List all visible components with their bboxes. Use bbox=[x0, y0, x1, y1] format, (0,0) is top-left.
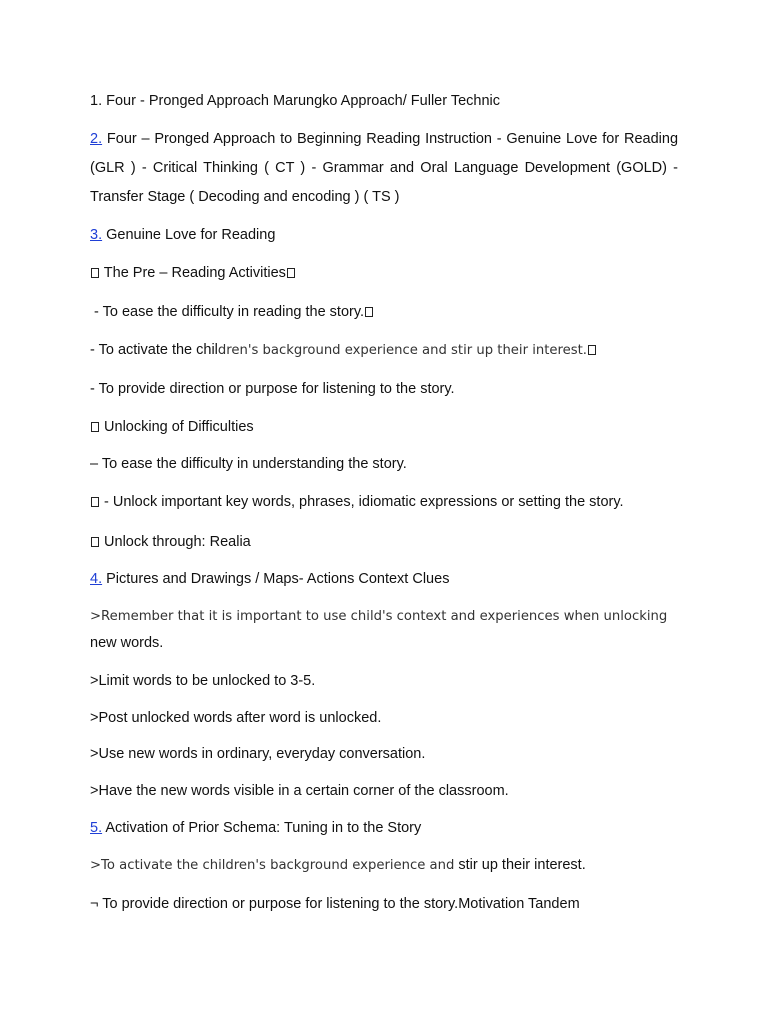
paragraph-8-text: Unlocking of Difficulties bbox=[104, 419, 254, 435]
paragraph-10 bbox=[90, 492, 678, 512]
paragraph-5-text: - To ease the difficulty in reading the story. bbox=[94, 304, 365, 320]
missing-glyph-icon bbox=[91, 497, 99, 507]
paragraph-10-text: - Unlock important key words, phrases, idiomatic expressions or setting the story. bbox=[104, 494, 624, 510]
paragraph-4-text: The Pre – Reading Activities bbox=[103, 265, 286, 281]
paragraph-13-line-2 bbox=[90, 633, 678, 653]
paragraph-4 bbox=[90, 263, 678, 283]
paragraph-11 bbox=[90, 532, 678, 552]
paragraph-13-line-1 bbox=[90, 606, 678, 627]
paragraph-16 bbox=[90, 744, 678, 764]
missing-glyph-icon bbox=[91, 537, 99, 547]
paragraph-20 bbox=[90, 894, 678, 914]
paragraph-14-text: >Limit words to be unlocked to 3-5. bbox=[90, 673, 316, 689]
paragraph-6 bbox=[90, 340, 678, 361]
paragraph-11-text: Unlock through: Realia bbox=[104, 534, 251, 550]
paragraph-9 bbox=[90, 454, 678, 474]
paragraph-5 bbox=[90, 302, 678, 322]
missing-glyph-icon bbox=[365, 307, 373, 317]
paragraph-15 bbox=[90, 708, 678, 728]
paragraph-19-rest: stir up their interest. bbox=[454, 857, 586, 873]
paragraph-15-text: >Post unlocked words after word is unlocked. bbox=[90, 710, 382, 726]
paragraph-18-text: Activation of Prior Schema: Tuning in to the Story bbox=[105, 820, 422, 836]
paragraph-6-rest: dren's background experience and stir up their interest. bbox=[217, 343, 587, 358]
item-number-2[interactable]: 2. bbox=[90, 131, 103, 147]
paragraph-17-text: >Have the new words visible in a certain corner of the classroom. bbox=[90, 783, 509, 799]
item-number-4[interactable]: 4. bbox=[90, 571, 103, 587]
paragraph-19 bbox=[90, 855, 678, 876]
paragraph-12-text: Pictures and Drawings / Maps- Actions Context Clues bbox=[106, 571, 450, 587]
paragraph-7-text: - To provide direction or purpose for listening to the story. bbox=[90, 381, 455, 397]
paragraph-12 bbox=[90, 569, 678, 589]
missing-glyph-icon bbox=[91, 422, 99, 432]
paragraph-17 bbox=[90, 781, 678, 801]
item-number-3[interactable]: 3. bbox=[90, 227, 103, 243]
missing-glyph-icon bbox=[588, 345, 596, 355]
paragraph-14 bbox=[90, 671, 678, 691]
paragraph-3 bbox=[90, 225, 678, 245]
missing-glyph-icon bbox=[287, 268, 295, 278]
paragraph-2 bbox=[90, 125, 678, 212]
paragraph-19-lead: >To activate the children's background experience and bbox=[90, 858, 455, 873]
paragraph-8 bbox=[90, 417, 678, 437]
paragraph-1-text: 1. Four - Pronged Approach Marungko Approach/ Fuller Technic bbox=[90, 93, 500, 109]
paragraph-13-line-1-text: >Remember that it is important to use child's context and experiences when unlocking bbox=[90, 609, 668, 624]
paragraph-18 bbox=[90, 818, 678, 838]
paragraph-20-text: ¬ To provide direction or purpose for listening to the story.Motivation Tandem bbox=[90, 896, 580, 912]
item-number-5[interactable]: 5. bbox=[90, 820, 103, 836]
paragraph-1 bbox=[90, 91, 678, 111]
paragraph-7 bbox=[90, 379, 678, 399]
paragraph-6-lead: - To activate the chil bbox=[90, 342, 218, 358]
paragraph-3-text: Genuine Love for Reading bbox=[106, 227, 276, 243]
paragraph-13-line-2-text: new words. bbox=[90, 635, 164, 651]
missing-glyph-icon bbox=[91, 268, 99, 278]
paragraph-16-text: >Use new words in ordinary, everyday conversation. bbox=[90, 746, 426, 762]
paragraph-2-text: Four – Pronged Approach to Beginning Reading Instruction - Genuine Love for Reading (GLR ) - Critical Thinking ( CT ) - Grammar and Oral Language Development (GOLD) - Transfer Stage ( Decoding and encoding ) ( TS ) bbox=[90, 131, 679, 205]
paragraph-9-text: – To ease the difficulty in understanding the story. bbox=[90, 456, 407, 472]
